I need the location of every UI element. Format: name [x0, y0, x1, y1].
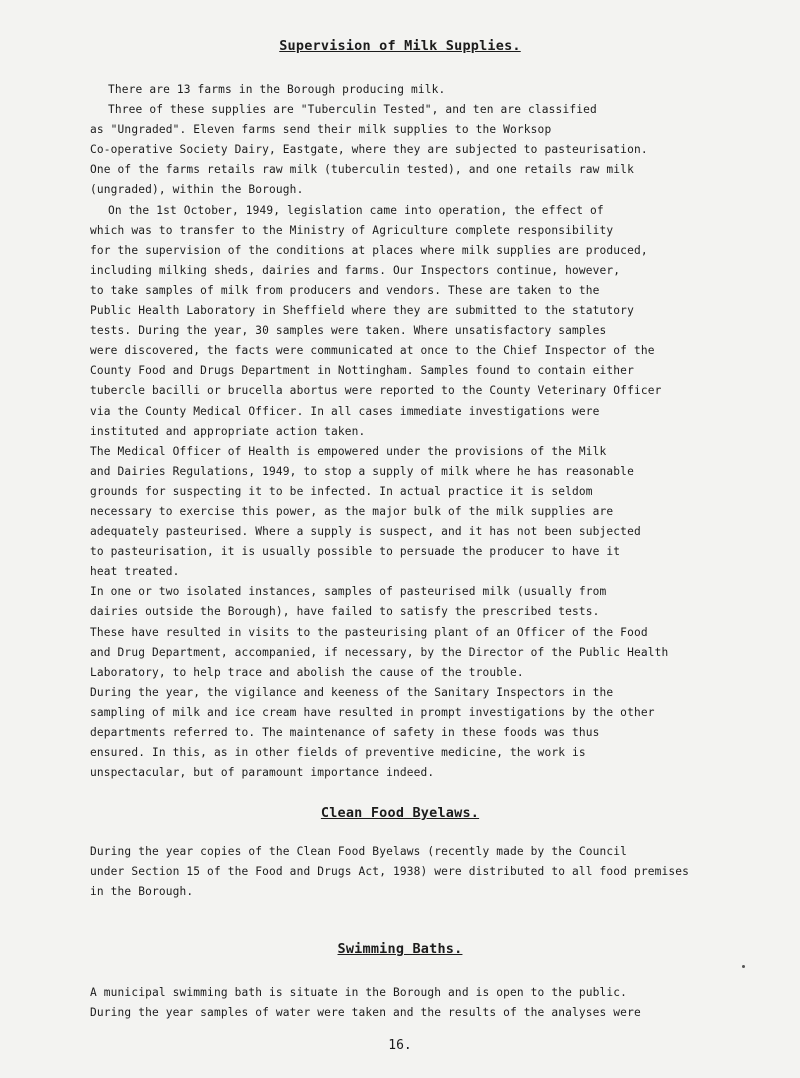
text-line: grounds for suspecting it to be infected. In actual practice it is seldom — [90, 484, 593, 498]
text-line: On the 1st October, 1949, legislation came into operation, the effect of — [108, 203, 604, 217]
text-line: There are 13 farms in the Borough producing milk. — [108, 83, 446, 96]
text-line: ensured. In this, as in other fields of preventive medicine, the work is — [90, 746, 586, 760]
text-line: as "Ungraded". Eleven farms send their milk supplies to the Worksop — [90, 123, 552, 137]
text-line: for the supervision of the conditions at places where milk supplies are produced, — [90, 243, 648, 257]
text-line: During the year copies of the Clean Food Byelaws (recently made by the Council — [90, 845, 628, 858]
text-line: tubercle bacilli or brucella abortus were reported to the County Veterinary Officer — [90, 384, 662, 398]
section-body-food — [90, 842, 790, 902]
text-line: During the year, the vigilance and keeness of the Sanitary Inspectors in the — [90, 685, 614, 699]
section-heading-milk: Supervision of Milk Supplies. — [279, 38, 521, 54]
text-line: and Dairies Regulations, 1949, to stop a supply of milk where he has reasonable — [90, 464, 634, 478]
text-line: dairies outside the Borough), have failed to satisfy the prescribed tests. — [90, 605, 600, 619]
text-line: adequately pasteurised. Where a supply is suspect, and it has not been subjected — [90, 525, 641, 539]
text-line: (ungraded), within the Borough. — [90, 183, 304, 197]
text-line: Public Health Laboratory in Sheffield where they are submitted to the statutory — [90, 304, 634, 318]
text-line: In one or two isolated instances, samples of pasteurised milk (usually from — [90, 585, 607, 599]
text-line: in the Borough. — [90, 885, 194, 899]
text-line: These have resulted in visits to the pasteurising plant of an Officer of the Food — [90, 625, 648, 639]
text-line: which was to transfer to the Ministry of Agriculture complete responsibility — [90, 223, 614, 237]
text-line: The Medical Officer of Health is empowered under the provisions of the Milk — [90, 444, 607, 458]
text-line: departments referred to. The maintenance of safety in these foods was thus — [90, 726, 600, 739]
section-heading-swim: Swimming Baths. — [337, 941, 463, 957]
text-line: instituted and appropriate action taken. — [90, 424, 366, 438]
text-line: via the County Medical Officer. In all cases immediate investigations were — [90, 404, 600, 418]
text-line: Three of these supplies are "Tuberculin Tested", and ten are classified — [108, 103, 597, 117]
text-line: tests. During the year, 30 samples were taken. Where unsatisfactory samples — [90, 324, 607, 338]
text-line: to pasteurisation, it is usually possible to persuade the producer to have it — [90, 545, 621, 559]
section-body-milk — [90, 80, 790, 783]
text-line: to take samples of milk from producers and vendors. These are taken to the — [90, 283, 600, 297]
text-line: During the year samples of water were taken and the results of the analyses were — [90, 1006, 641, 1020]
scan-speck — [742, 965, 745, 968]
text-line: including milking sheds, dairies and farms. Our Inspectors continue, however, — [90, 263, 621, 277]
section-body-swim — [90, 983, 790, 1023]
section-heading-food: Clean Food Byelaws. — [320, 805, 480, 821]
text-line: unspectacular, but of paramount importance indeed. — [90, 766, 435, 780]
text-line: necessary to exercise this power, as the major bulk of the milk supplies are — [90, 504, 614, 518]
text-line: and Drug Department, accompanied, if necessary, by the Director of the Public Health — [90, 645, 669, 659]
text-line: Co-operative Society Dairy, Eastgate, where they are subjected to pasteurisation. — [90, 143, 648, 157]
text-line: heat treated. — [90, 565, 180, 579]
page-number: 16. — [388, 1038, 412, 1053]
text-line: sampling of milk and ice cream have resulted in prompt investigations by the other — [90, 705, 655, 719]
text-line: County Food and Drugs Department in Nottingham. Samples found to contain either — [90, 364, 634, 378]
text-line: One of the farms retails raw milk (tuberculin tested), and one retails raw milk — [90, 163, 634, 177]
text-line: were discovered, the facts were communicated at once to the Chief Inspector of the — [90, 344, 655, 358]
text-line: Laboratory, to help trace and abolish the cause of the trouble. — [90, 665, 524, 679]
text-line: under Section 15 of the Food and Drugs Act, 1938) were distributed to all food premises — [90, 865, 690, 879]
text-line: A municipal swimming bath is situate in the Borough and is open to the public. — [90, 986, 628, 999]
